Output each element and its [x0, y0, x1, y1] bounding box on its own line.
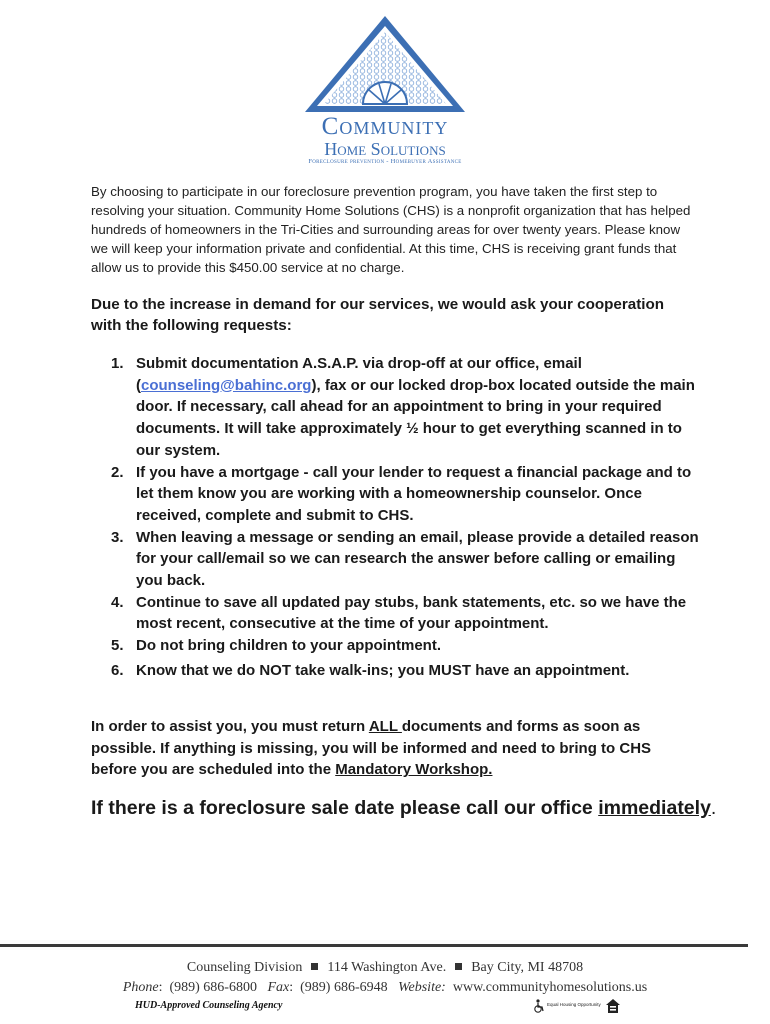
fax-label: Fax — [267, 980, 290, 995]
equal-housing-text: Equal Housing Opportunity — [547, 1002, 601, 1007]
organization-logo — [285, 14, 485, 165]
list-text: ), fax or our locked drop-box located outside the main door. If necessary, call ahead for an appointment to bring in your required documents. It will take approximately ½ hour to get everything scanned in to our system. — [136, 376, 695, 459]
list-number: 3. — [111, 528, 124, 546]
hud-approved-label: HUD-Approved Counseling Agency — [135, 1000, 283, 1011]
footer-divider — [0, 944, 748, 947]
list-item — [111, 660, 701, 682]
footer-division: Counseling Division — [186, 960, 303, 975]
phone-label: Phone — [122, 980, 159, 995]
footer-street: 114 Washington Ave. — [327, 960, 447, 975]
intro-text: By choosing to participate in our foreclosure prevention program, you have taken the first step to resolving your situation. Community Home Solutions (CHS) is a nonprofit organization that has helped hundreds of homeowners in the Tri-Cities and surrounding areas for over twenty years. Please know we will keep your information private and confidential. At this time, CHS is receiving grant funds that allow us to provide this $450.00 service at no charge. — [91, 184, 691, 275]
footer-address — [0, 960, 770, 976]
list-text: If you have a mortgage - call your lender to request a financial package and to let them know you are working with a homeownership counselor. Once received, complete and submit to CHS. — [136, 463, 692, 524]
house-roof-icon — [303, 14, 467, 114]
list-number: 2. — [111, 463, 124, 481]
logo-subtitle: Home Solutions — [324, 139, 446, 159]
list-number: 5. — [111, 637, 124, 655]
closing-text: documents and forms as soon as possible. If anything is missing, you will be informed and need to bring to CHS before you are scheduled into the — [91, 718, 652, 779]
list-text: Continue to save all updated pay stubs, bank statements, etc. so we have the most recent, consecutive at the time of your appointment. — [136, 593, 687, 633]
website-link[interactable]: www.communityhomesolutions.us — [452, 980, 648, 995]
footer-contact: Phone: (989) 686-6800 Fax: (989) 686-6948 Website: www.communityhomesolutions.us — [122, 980, 648, 995]
list-item — [111, 635, 701, 657]
list-text: Submit documentation A.S.A.P. via drop-off at our office, email ( — [136, 355, 582, 394]
equal-housing-house-icon — [605, 998, 621, 1014]
urgent-text: If there is a foreclosure sale date please call our office — [91, 797, 599, 819]
logo-title: Community — [321, 113, 449, 140]
requests-heading: Due to the increase in demand for our services, we would ask your cooperation with the following requests: — [91, 296, 665, 334]
immediately-emphasis: immediately — [598, 797, 711, 819]
footer-city: Bay City, MI 48708 — [471, 960, 584, 975]
list-number: 6. — [111, 661, 124, 679]
counseling-email-link[interactable]: counseling@bahinc.org — [141, 376, 312, 394]
urgent-period: . — [710, 797, 717, 819]
fax-number: (989) 686-6948 — [300, 980, 388, 995]
wheelchair-accessibility-icon — [533, 999, 545, 1013]
closing-paragraph — [91, 716, 691, 781]
list-number: 1. — [111, 355, 124, 372]
list-text: Know that we do NOT take walk-ins; you MUST have an appointment. — [136, 661, 630, 679]
requests-list — [111, 353, 701, 682]
mandatory-workshop: Mandatory Workshop. — [335, 761, 493, 779]
list-item — [111, 527, 701, 592]
phone-number: (989) 686-6800 — [169, 980, 257, 995]
closing-text: In order to assist you, you must return — [91, 718, 369, 735]
list-item — [111, 353, 701, 462]
square-bullet-icon — [455, 963, 462, 970]
intro-paragraph — [91, 182, 691, 277]
square-bullet-icon — [311, 963, 318, 970]
list-item — [111, 592, 701, 635]
website-label: Website: — [398, 980, 446, 995]
urgent-notice — [91, 795, 731, 821]
logo-tagline: Foreclosure prevention - Homebuyer Assistance — [308, 158, 462, 165]
list-item — [111, 462, 701, 527]
list-number: 4. — [111, 593, 124, 611]
list-text: Do not bring children to your appointment. — [136, 637, 441, 655]
list-text: When leaving a message or sending an email, please provide a detailed reason for your call/email so we can research the answer before calling or emailing you back. — [136, 528, 699, 590]
all-emphasis: ALL — [368, 718, 402, 735]
equal-housing-badge — [533, 997, 643, 1017]
